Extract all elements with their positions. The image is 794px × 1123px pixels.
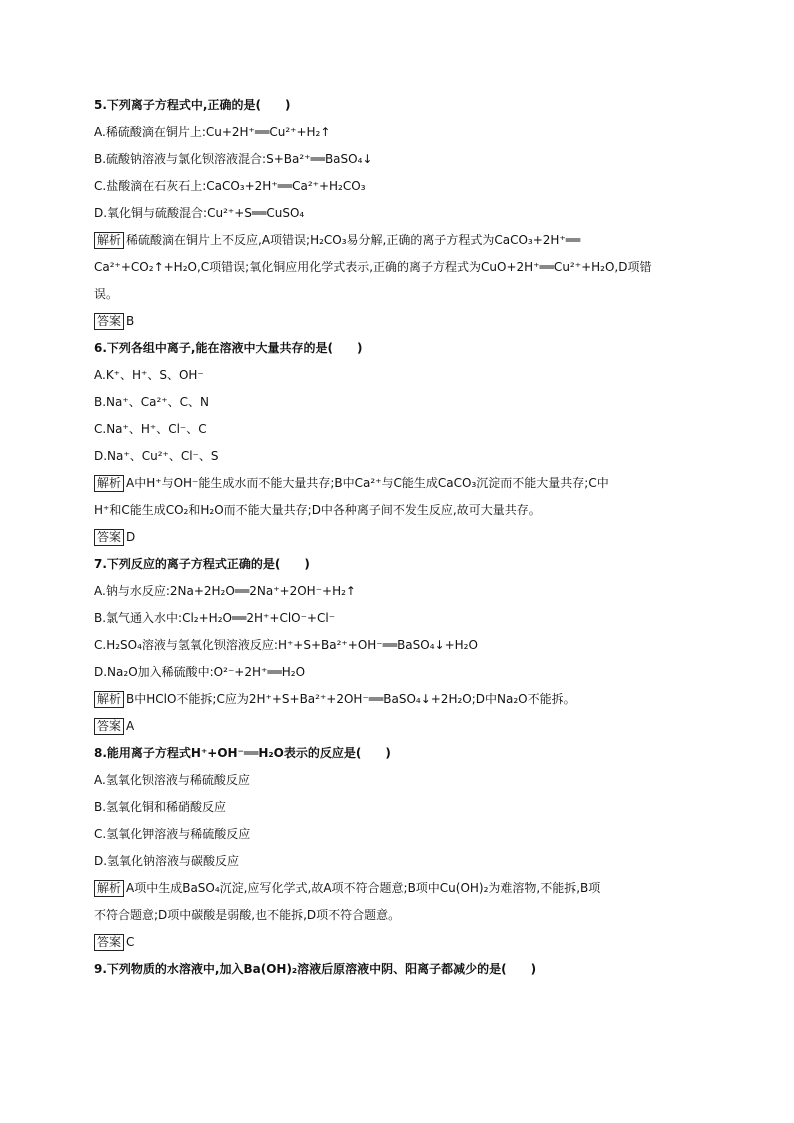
analysis-text: A项中生成BaSO₄沉淀,应写化学式,故A项不符合题意;B项中Cu(OH)₂为难溶物,不能拆,B项 bbox=[126, 881, 601, 895]
question-6-answer bbox=[94, 524, 704, 551]
question-7-option-a: A.钠与水反应:2Na+2H₂O══2Na⁺+2OH⁻+H₂↑ bbox=[94, 584, 356, 598]
answer-label: 答案 bbox=[94, 529, 124, 546]
answer-label: 答案 bbox=[94, 718, 124, 735]
question-8-option-d: D.氢氧化钠溶液与碳酸反应 bbox=[94, 854, 240, 868]
question-5-option-d: D.氧化铜与硫酸混合:Cu²⁺+S══CuSO₄ bbox=[94, 206, 305, 220]
question-6-analysis-line-1 bbox=[94, 470, 704, 497]
question-9-title: 9.下列物质的水溶液中,加入Ba(OH)₂溶液后原溶液中阴、阳离子都减少的是( ) bbox=[94, 962, 537, 976]
question-7-title: 7.下列反应的离子方程式正确的是( ) bbox=[94, 557, 310, 571]
question-5-option-c: C.盐酸滴在石灰石上:CaCO₃+2H⁺══Ca²⁺+H₂CO₃ bbox=[94, 179, 366, 193]
question-6-option-b: B.Na⁺、Ca²⁺、C、N bbox=[94, 395, 209, 409]
answer-value: C bbox=[126, 935, 135, 949]
question-7-answer bbox=[94, 713, 704, 740]
analysis-text: B中HClO不能拆;C应为2H⁺+S+Ba²⁺+2OH⁻══BaSO₄↓+2H₂O;D中Na₂O不能拆。 bbox=[126, 692, 576, 706]
question-5-analysis-line-3: 误。 bbox=[94, 287, 119, 301]
question-5-option-b: B.硫酸钠溶液与氯化钡溶液混合:S+Ba²⁺══BaSO₄↓ bbox=[94, 152, 373, 166]
question-8-analysis-line-1 bbox=[94, 875, 704, 902]
analysis-label: 解析 bbox=[94, 232, 124, 249]
question-7-option-d: D.Na₂O加入稀硫酸中:O²⁻+2H⁺══H₂O bbox=[94, 665, 306, 679]
question-8-answer bbox=[94, 929, 704, 956]
question-5-answer bbox=[94, 308, 704, 335]
question-6-option-d: D.Na⁺、Cu²⁺、Cl⁻、S bbox=[94, 449, 219, 463]
question-5-analysis-line-1 bbox=[94, 227, 704, 254]
question-7-option-c: C.H₂SO₄溶液与氢氧化钡溶液反应:H⁺+S+Ba²⁺+OH⁻══BaSO₄↓+H₂O bbox=[94, 638, 478, 652]
question-6-option-a: A.K⁺、H⁺、S、OH⁻ bbox=[94, 368, 204, 382]
analysis-text: 稀硫酸滴在铜片上不反应,A项错误;H₂CO₃易分解,正确的离子方程式为CaCO₃+2H⁺══ bbox=[126, 233, 581, 247]
question-7-option-b: B.氯气通入水中:Cl₂+H₂O══2H⁺+ClO⁻+Cl⁻ bbox=[94, 611, 336, 625]
question-5-option-a: A.稀硫酸滴在铜片上:Cu+2H⁺══Cu²⁺+H₂↑ bbox=[94, 125, 331, 139]
question-8-option-b: B.氢氧化铜和稀硝酸反应 bbox=[94, 800, 227, 814]
question-6-option-c: C.Na⁺、H⁺、Cl⁻、C bbox=[94, 422, 207, 436]
answer-value: B bbox=[126, 314, 135, 328]
question-8-analysis-line-2: 不符合题意;D项中碳酸是弱酸,也不能拆,D项不符合题意。 bbox=[94, 908, 401, 922]
answer-value: D bbox=[126, 530, 136, 544]
question-8-title: 8.能用离子方程式H⁺+OH⁻══H₂O表示的反应是( ) bbox=[94, 746, 391, 760]
analysis-label: 解析 bbox=[94, 475, 124, 492]
answer-value: A bbox=[126, 719, 135, 733]
analysis-label: 解析 bbox=[94, 691, 124, 708]
question-8-option-c: C.氢氧化钾溶液与稀硫酸反应 bbox=[94, 827, 251, 841]
question-5-analysis-line-2: Ca²⁺+CO₂↑+H₂O,C项错误;氧化铜应用化学式表示,正确的离子方程式为CuO+2H⁺══Cu²⁺+H₂O,D项错 bbox=[94, 260, 652, 274]
analysis-label: 解析 bbox=[94, 880, 124, 897]
question-7-analysis-line-1 bbox=[94, 686, 704, 713]
answer-label: 答案 bbox=[94, 934, 124, 951]
analysis-text: A中H⁺与OH⁻能生成水而不能大量共存;B中Ca²⁺与C能生成CaCO₃沉淀而不能大量共存;C中 bbox=[126, 476, 609, 490]
question-6-title: 6.下列各组中离子,能在溶液中大量共存的是( ) bbox=[94, 341, 363, 355]
question-5-title: 5.下列离子方程式中,正确的是( ) bbox=[94, 98, 291, 112]
document-page bbox=[94, 92, 704, 983]
answer-label: 答案 bbox=[94, 313, 124, 330]
question-6-analysis-line-2: H⁺和C能生成CO₂和H₂O而不能大量共存;D中各种离子间不发生反应,故可大量共存。 bbox=[94, 503, 541, 517]
question-8-option-a: A.氢氧化钡溶液与稀硫酸反应 bbox=[94, 773, 250, 787]
